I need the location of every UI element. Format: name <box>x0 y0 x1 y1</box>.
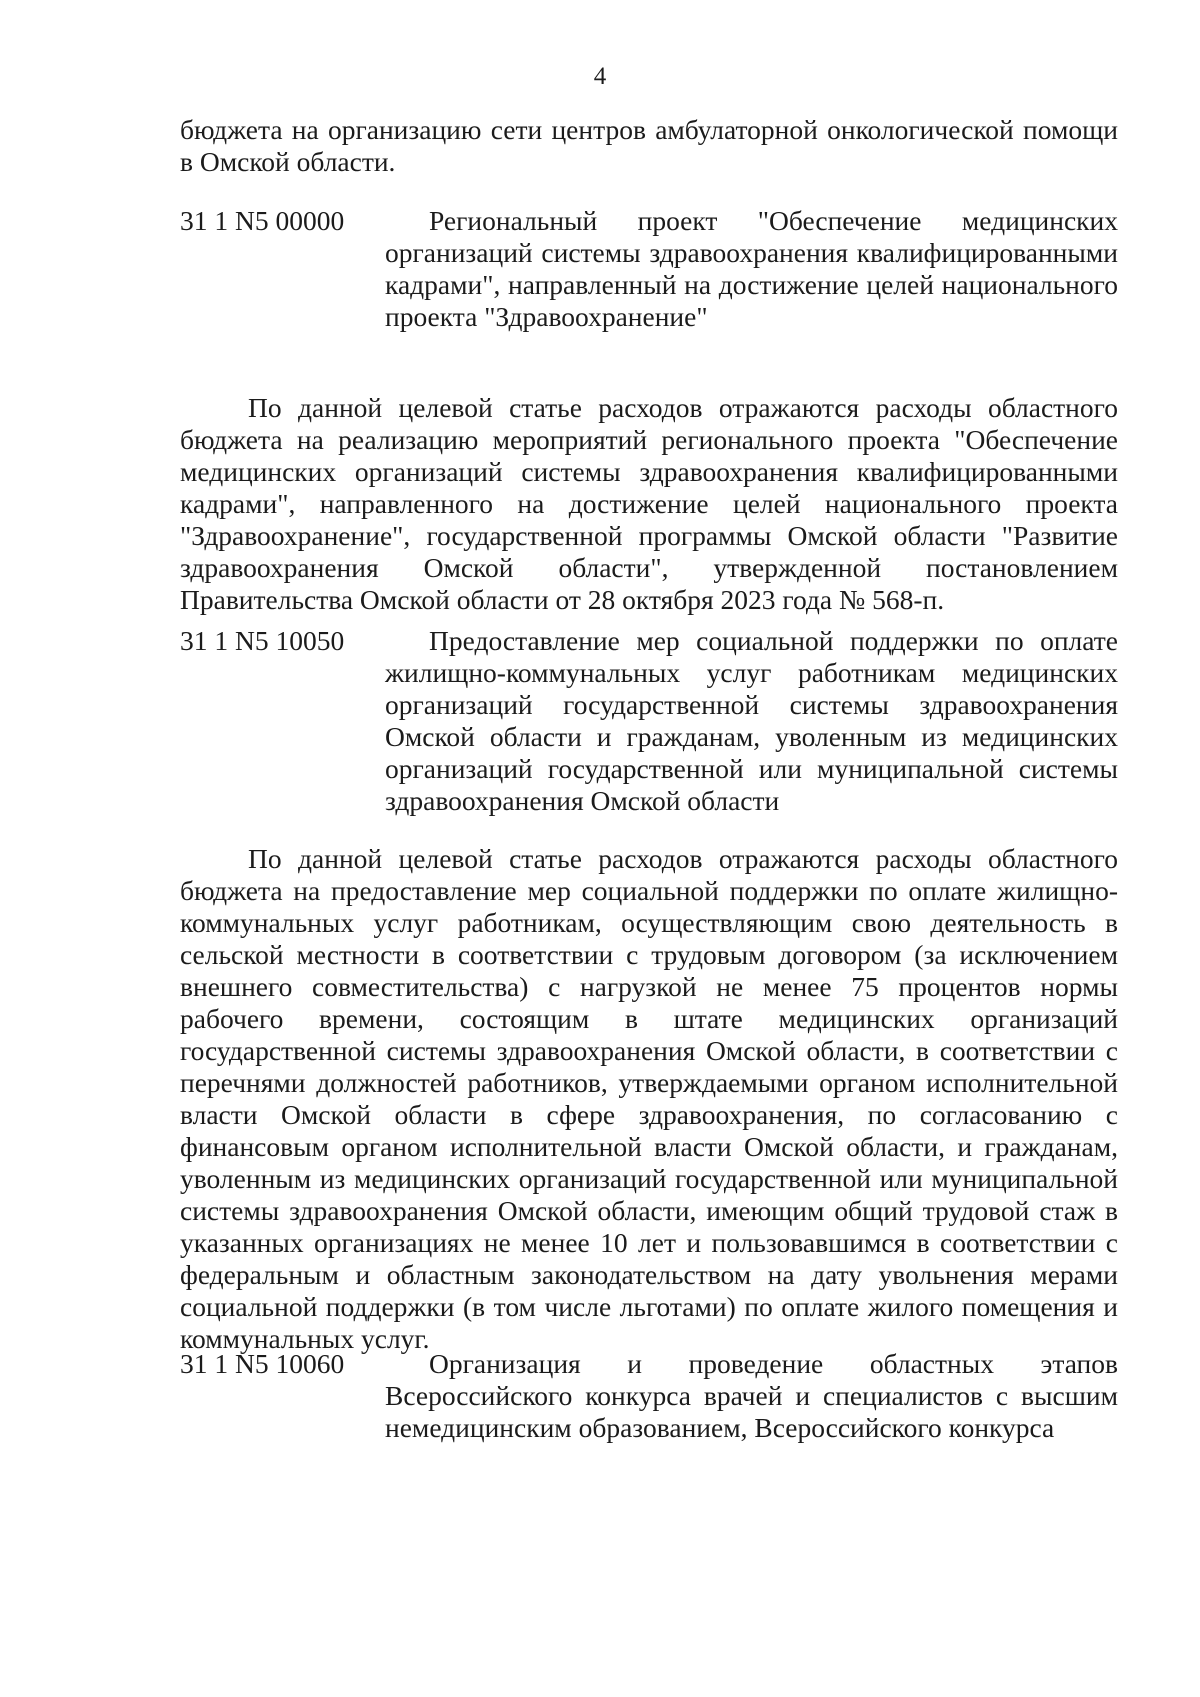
intro-paragraph: бюджета на организацию сети центров амбулаторной онкологической помощи в Омской области. <box>180 114 1118 177</box>
intro-paragraph-block <box>180 114 1118 178</box>
description-block-1 <box>180 392 1118 616</box>
description-block-2 <box>180 843 1118 1355</box>
budget-code-3: 31 1 N5 10060 <box>180 1348 345 1379</box>
budget-title-1: Региональный проект "Обеспечение медицинских организаций системы здравоохранения квалифицированными кадрами", направленный на достижение целей национального проекта "Здравоохранение" <box>385 205 1118 332</box>
budget-title-2: Предоставление мер социальной поддержки по оплате жилищно-коммунальных услуг работникам медицинских организаций государственной системы здравоохранения Омской области и гражданам, уволенным из медицинских организаций государственной или муниципальной системы здравоохранения Омской области <box>385 625 1118 816</box>
budget-code-1: 31 1 N5 00000 <box>180 205 345 236</box>
budget-description-1: По данной целевой статье расходов отражаются расходы областного бюджета на реализацию мероприятий регионального проекта "Обеспечение медицинских организаций системы здравоохранения квалифицированными кадрами", направленного на достижение целей национального проекта "Здравоохранение", государственной программы Омской области "Развитие здравоохранения Омской области", утвержденной постановлением Правительства Омской области от 28 октября 2023 года № 568-п. <box>180 392 1118 615</box>
budget-description-2: По данной целевой статье расходов отражаются расходы областного бюджета на предоставление мер социальной поддержки по оплате жилищно-коммунальных услуг работникам, осуществляющим свою деятельность в сельской местности в соответствии с трудовым договором (за исключением внешнего совместительства) с нагрузкой не менее 75 процентов нормы рабочего времени, состоящим в штате медицинских организаций государственной системы здравоохранения Омской области, в соответствии с перечнями должностей работников, утверждаемыми органом исполнительной власти Омской области в сфере здравоохранения, по согласованию с финансовым органом исполнительной власти Омской области, и гражданам, уволенным из медицинских организаций государственной или муниципальной системы здравоохранения Омской области, имеющим общий трудовой стаж в указанных организациях не менее 10 лет и пользовавшимся в соответствии с федеральным и областным законодательством на дату увольнения мерами социальной поддержки (в том числе льготами) по оплате жилого помещения и коммунальных услуг. <box>180 843 1118 1354</box>
budget-code-2: 31 1 N5 10050 <box>180 625 345 656</box>
budget-entry-1 <box>180 205 1118 333</box>
page-number: 4 <box>593 63 607 90</box>
budget-title-3: Организация и проведение областных этапов Всероссийского конкурса врачей и специалистов с высшим немедицинским образованием, Всероссийского конкурса <box>385 1348 1118 1443</box>
budget-entry-3 <box>180 1348 1118 1444</box>
budget-entry-2 <box>180 625 1118 817</box>
